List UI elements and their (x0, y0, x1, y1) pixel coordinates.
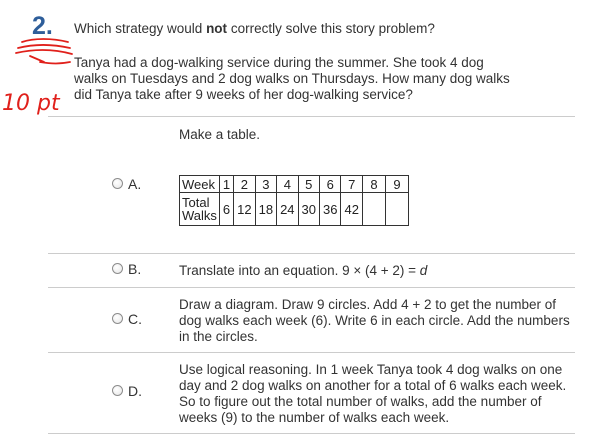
option-b-variable: d (419, 263, 428, 278)
option-a-letter: A. (128, 176, 142, 192)
total-walks-header (180, 193, 220, 226)
option-b-radio[interactable] (112, 263, 123, 274)
week-cell: 2 (234, 176, 255, 193)
option-d-letter: D. (128, 383, 142, 399)
prompt-before: Which strategy would (74, 21, 207, 36)
total-cell: 42 (341, 193, 362, 226)
question-number: 2. (32, 12, 53, 40)
week-cell: 9 (385, 176, 408, 193)
divider (48, 287, 575, 288)
week-cell: 8 (362, 176, 385, 193)
handwritten-annotation (0, 20, 80, 115)
option-c-text: Draw a diagram. Draw 9 circles. Add 4 + 2 to get the number of dog walks each week (6). Write 6 in each circle. Add the numbers in the circles. (179, 297, 570, 344)
option-b-text (179, 263, 579, 279)
total-cell (385, 193, 408, 226)
total-cell: 36 (320, 193, 341, 226)
option-c-radio[interactable] (112, 313, 123, 324)
week-cell: 6 (320, 176, 341, 193)
story-problem: Tanya had a dog-walking service during the summer. She took 4 dog walks on Tuesdays and 2 dog walks on Thursdays. How many dog walks did Tanya take after 9 weeks of her dog-walking service? (74, 55, 510, 102)
week-cell: 3 (255, 176, 276, 193)
option-d-radio[interactable] (112, 385, 123, 396)
walks-label: Walks (182, 208, 217, 223)
week-cell: 7 (341, 176, 362, 193)
option-b-equation: Translate into an equation. 9 × (4 + 2) = (179, 263, 420, 278)
divider (48, 116, 575, 117)
option-c-letter: C. (128, 311, 142, 327)
option-a-radio[interactable] (112, 178, 123, 189)
walks-table (179, 175, 409, 226)
option-d-text: Use logical reasoning. In 1 week Tanya took 4 dog walks on one day and 2 dog walks on another for a total of 6 walks each week. So to figure out the total number of walks, add the number of weeks (9) to the number of walks each week. (179, 362, 567, 425)
total-cell: 24 (277, 193, 298, 226)
total-cell: 12 (234, 193, 255, 226)
total-cell (362, 193, 385, 226)
week-cell: 1 (219, 176, 233, 193)
question-prompt (74, 21, 435, 36)
prompt-after: correctly solve this story problem? (227, 21, 435, 36)
table-row (180, 193, 409, 226)
total-label: Total (182, 195, 210, 210)
prompt-emphasis: not (206, 21, 228, 36)
total-cell: 30 (298, 193, 319, 226)
table-row (180, 176, 409, 193)
week-cell: 4 (277, 176, 298, 193)
week-cell: 5 (298, 176, 319, 193)
total-cell: 6 (219, 193, 233, 226)
handwritten-score: 10 pt (2, 91, 60, 115)
week-header: Week (180, 176, 220, 193)
option-b-letter: B. (128, 261, 142, 277)
divider (48, 253, 575, 254)
divider (48, 433, 575, 434)
option-a-text: Make a table. (179, 127, 261, 142)
total-cell: 18 (255, 193, 276, 226)
divider (48, 352, 575, 353)
